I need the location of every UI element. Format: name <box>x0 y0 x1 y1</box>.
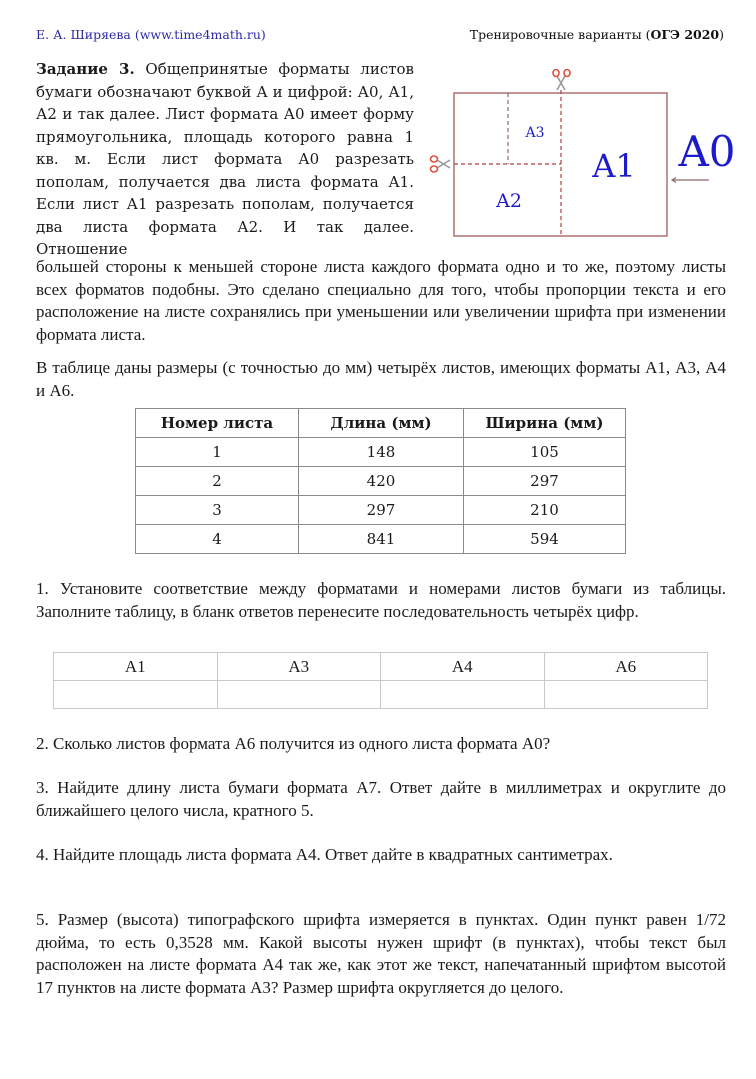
label-a1: A1 <box>592 147 636 185</box>
table-row <box>136 525 626 554</box>
table-row <box>136 438 626 467</box>
question-1: 1. Установите соответствие между форматами и номерами листов бумаги из таблицы. Заполните таблицу, в бланк ответов перенесите последовательность четырёх цифр. <box>36 579 726 621</box>
paper-format-diagram <box>420 60 756 250</box>
header-sheet-number: Номер листа <box>136 409 299 438</box>
series-header <box>470 27 724 42</box>
label-a2: A2 <box>496 190 522 212</box>
scissors-top-icon <box>553 70 570 91</box>
cell-number: 3 <box>136 496 299 525</box>
cell-length: 841 <box>299 525 464 554</box>
question-3: 3. Найдите длину листа бумаги формата А7. Ответ дайте в миллиметрах и округлите до ближайшего целого числа, кратного 5. <box>36 778 726 820</box>
table-description: В таблице даны размеры (с точностью до мм) четырёх листов, имеющих форматы А1, А3, А4 и А6. <box>36 358 726 400</box>
answer-cell-a3[interactable] <box>217 681 381 709</box>
answer-input-row <box>54 681 708 709</box>
cell-number: 1 <box>136 438 299 467</box>
cell-width: 297 <box>464 467 626 496</box>
answer-cell-a6[interactable] <box>544 681 708 709</box>
series-exam: ОГЭ 2020 <box>650 27 720 42</box>
label-a0: A0 <box>678 127 736 176</box>
answer-table <box>53 652 708 709</box>
question-4: 4. Найдите площадь листа формата А4. Ответ дайте в квадратных сантиметрах. <box>36 845 613 864</box>
cell-length: 148 <box>299 438 464 467</box>
series-prefix: Тренировочные варианты ( <box>469 27 651 42</box>
cell-length: 297 <box>299 496 464 525</box>
task-title: Задание 3. <box>36 60 135 78</box>
answer-header-a6: А6 <box>544 653 708 681</box>
cell-width: 210 <box>464 496 626 525</box>
table-row <box>136 467 626 496</box>
table-header-row <box>136 409 626 438</box>
cell-width: 594 <box>464 525 626 554</box>
answer-cell-a1[interactable] <box>54 681 218 709</box>
answer-header-a1: А1 <box>54 653 218 681</box>
question-5: 5. Размер (высота) типографского шрифта измеряется в пунктах. Один пункт равен 1/72 дюйма, то есть 0,3528 мм. Какой высоты нужен шрифт (в пунктах), чтобы текст был расположен на листе формата А4 так же, как этот же текст, напечатанный шрифтом высотой 17 пунктов на листе формата А3? Размер шрифта округляется до целого. <box>36 910 726 997</box>
label-a3: A3 <box>525 125 545 141</box>
task-intro <box>36 58 414 261</box>
series-suffix: ) <box>719 27 724 42</box>
cell-number: 2 <box>136 467 299 496</box>
scissors-left-icon <box>431 156 451 172</box>
answer-header-a3: А3 <box>217 653 381 681</box>
answer-header-a4: А4 <box>381 653 545 681</box>
task-intro-continued: большей стороны к меньшей стороне листа каждого формата одно и то же, поэтому листы всех форматов подобны. Это сделано специально для того, чтобы пропорции текста и его расположение на листе сохранялись при уменьшении или увеличении шрифта при изменении формата листа. <box>36 257 726 344</box>
cell-number: 4 <box>136 525 299 554</box>
author-header: Е. А. Ширяева (www.time4math.ru) <box>36 27 266 42</box>
header-length: Длина (мм) <box>299 409 464 438</box>
answer-header-row <box>54 653 708 681</box>
table-row <box>136 496 626 525</box>
header-width: Ширина (мм) <box>464 409 626 438</box>
cell-length: 420 <box>299 467 464 496</box>
sheet-sizes-table <box>135 408 626 554</box>
question-2: 2. Сколько листов формата А6 получится из одного листа формата А0? <box>36 734 551 753</box>
answer-cell-a4[interactable] <box>381 681 545 709</box>
cell-width: 105 <box>464 438 626 467</box>
task-intro-text: Общепринятые форматы листов бумаги обозначают буквой А и цифрой: А0, А1, А2 и так далее. Лист формата А0 имеет форму прямоугольника, площадь которого равна 1 кв. м. Если лист формата А0 разрезать пополам, получается два листа формата А1. Если лист А1 разрезать пополам, получается два листа формата А2. И так далее. Отношение <box>36 60 414 258</box>
